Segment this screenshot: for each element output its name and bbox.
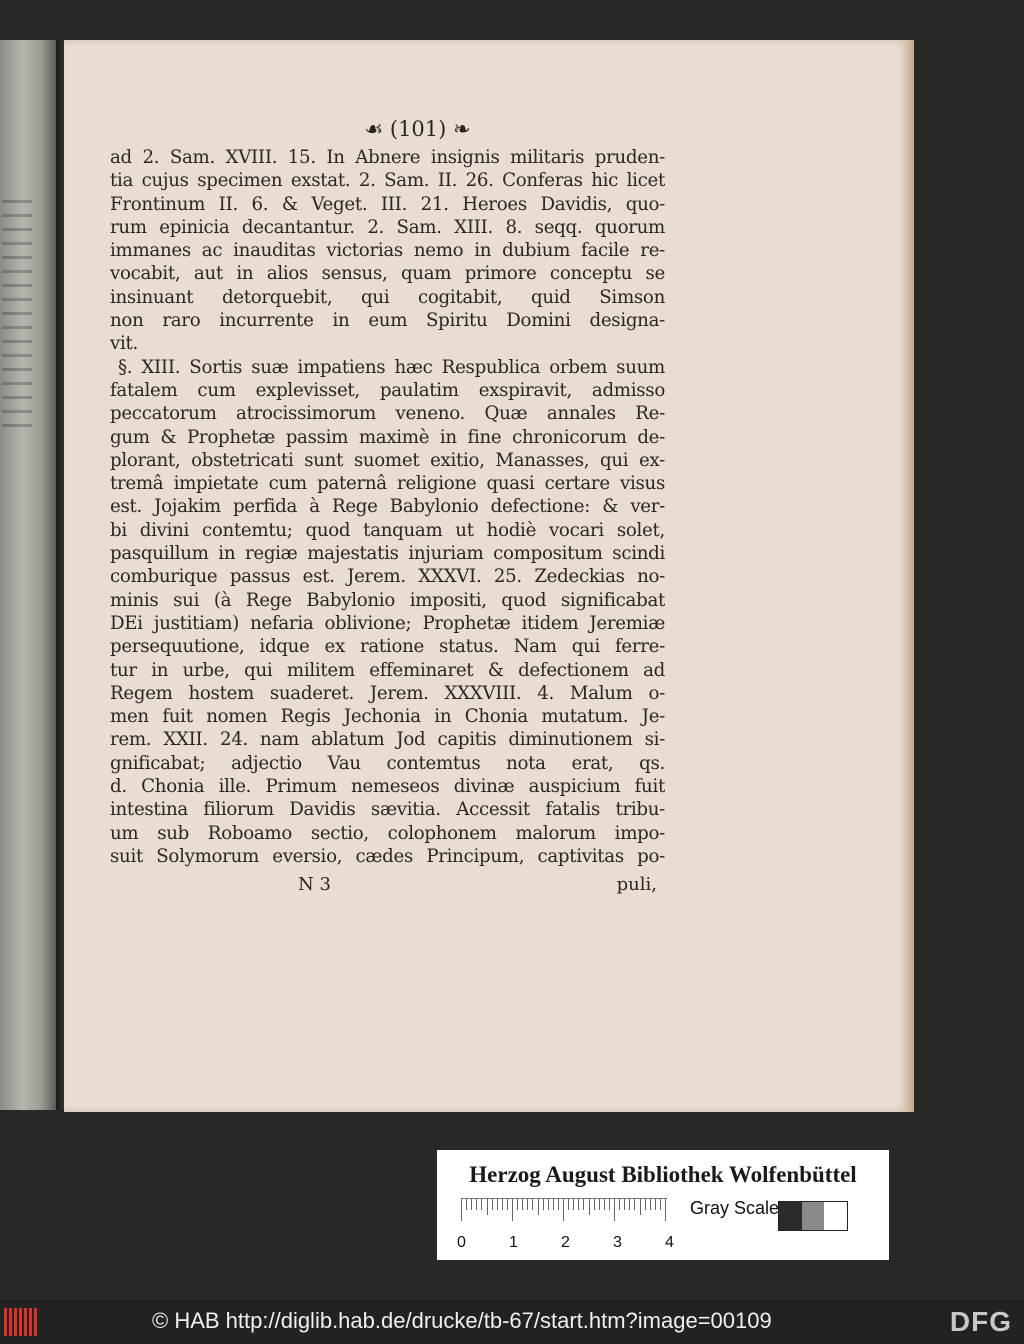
logo-bar xyxy=(9,1308,12,1336)
ruler-tick xyxy=(538,1199,539,1215)
page-edge xyxy=(906,40,914,1112)
text-line: tur in urbe, qui militem effeminaret & defectionem ad xyxy=(110,659,665,681)
text-line: rem. XXII. 24. nam ablatum Jod capitis diminutionem si- xyxy=(110,729,665,751)
text-line: gum & Prophetæ passim maximè in fine chronicorum de- xyxy=(110,426,665,448)
gray-swatch xyxy=(802,1202,825,1230)
text-line: d. Chonia ille. Primum nemeseos divinæ auspicium fuit xyxy=(110,776,665,798)
ruler-tick xyxy=(609,1199,610,1210)
copyright-link[interactable]: © HAB http://diglib.hab.de/drucke/tb-67/start.htm?image=00109 xyxy=(152,1308,772,1333)
ruler-tick xyxy=(568,1199,569,1210)
ruler-tick xyxy=(497,1199,498,1210)
text-line: suit Solymorum eversio, cædes Principum, captivitas po- xyxy=(110,845,665,867)
ruler-tick xyxy=(619,1199,620,1210)
text-line: DEi justitiam) nefaria oblivione; Prophetæ itidem Jeremiæ xyxy=(110,612,665,634)
gray-swatch xyxy=(824,1202,847,1230)
page-header: ☙ (101) ❧ xyxy=(364,117,471,141)
page-footer xyxy=(110,872,665,898)
text-line: est. Jojakim perfida à Rege Babylonio defectione: & ver- xyxy=(110,496,665,518)
page-text-block xyxy=(110,112,665,898)
ruler-tick xyxy=(660,1199,661,1210)
facing-page-edge xyxy=(0,40,56,1110)
ruler-tick xyxy=(532,1199,533,1210)
text-line: rum epinicia decantantur. 2. Sam. XIII. 8. seqq. quorum xyxy=(110,216,665,238)
library-name: Herzog August Bibliothek Wolfenbüttel xyxy=(469,1162,857,1187)
ruler-tick xyxy=(548,1199,549,1210)
text-line: tremâ impietate cum paternâ religione quasi certare visus xyxy=(110,473,665,495)
text-line: §. XIII. Sortis suæ impatiens hæc Respublica orbem suum xyxy=(118,356,665,378)
text-line: vocabit, aut in alios sensus, quam primore conceptu se xyxy=(110,263,665,285)
text-line: non raro incurrente in eum Spiritu Domini designa- xyxy=(110,310,665,332)
ruler-number: 3 xyxy=(613,1234,622,1251)
text-line: Frontinum II. 6. & Veget. III. 21. Heroes Davidis, quo- xyxy=(110,193,665,215)
text-line: insinuant detorquebit, qui cogitabit, quid Simson xyxy=(110,286,665,308)
ruler-tick xyxy=(471,1199,472,1210)
ruler-tick xyxy=(487,1199,488,1215)
ruler-tick xyxy=(527,1199,528,1210)
ruler-tick xyxy=(466,1199,467,1210)
ruler-tick xyxy=(629,1199,630,1210)
text-line: um sub Roboamo sectio, colophonem malorum impo- xyxy=(110,822,665,844)
ruler-tick xyxy=(655,1199,656,1210)
text-line: immanes ac inauditas victorias nemo in dubium facile re- xyxy=(110,240,665,262)
ruler-tick xyxy=(507,1199,508,1210)
ruler-tick xyxy=(543,1199,544,1210)
footer-bar xyxy=(0,1300,1024,1344)
text-line: plorant, obstetricati sunt suomet exitio, Manasses, qui ex- xyxy=(110,449,665,471)
text-lines xyxy=(110,146,665,868)
scale-ruler xyxy=(461,1198,667,1232)
logo-bar xyxy=(14,1308,17,1336)
ruler-tick xyxy=(634,1199,635,1210)
calibration-card xyxy=(437,1150,889,1260)
text-line: minis sui (à Rege Babylonio impositi, quod significabat xyxy=(110,589,665,611)
text-line: comburique passus est. Jerem. XXXVI. 25. Zedeckias no- xyxy=(110,566,665,588)
ruler-tick xyxy=(640,1199,641,1215)
text-line: gnificabat; adjectio Vau contemtus nota erat, qs. xyxy=(110,752,665,774)
ruler-tick xyxy=(517,1199,518,1210)
ruler-tick xyxy=(614,1199,615,1221)
text-line: pasquillum in regiæ majestatis injuriam compositum scindi xyxy=(110,543,665,565)
hab-logo-icon xyxy=(4,1308,42,1336)
ruler-tick xyxy=(492,1199,493,1210)
gray-swatch xyxy=(779,1202,802,1230)
ruler-tick xyxy=(589,1199,590,1215)
logo-bar xyxy=(24,1308,27,1336)
logo-bar xyxy=(4,1308,7,1336)
text-line: persequutione, idque ex ratione status. Nam qui ferre- xyxy=(110,636,665,658)
ruler-tick xyxy=(522,1199,523,1210)
ruler-number: 2 xyxy=(561,1234,570,1251)
ruler-tick xyxy=(624,1199,625,1210)
ruler-tick xyxy=(502,1199,503,1210)
ruler-tick xyxy=(650,1199,651,1210)
dfg-logo: DFG xyxy=(949,1306,1012,1337)
ruler-number: 0 xyxy=(457,1234,466,1251)
text-line: men fuit nomen Regis Jechonia in Chonia mutatum. Je- xyxy=(110,706,665,728)
logo-bar xyxy=(34,1308,37,1336)
ruler-tick xyxy=(604,1199,605,1210)
ruler-tick xyxy=(645,1199,646,1210)
ruler-number: 1 xyxy=(509,1234,518,1251)
ruler-tick xyxy=(558,1199,559,1210)
ruler-tick xyxy=(461,1199,462,1221)
signature-mark: N 3 xyxy=(298,874,331,896)
ruler-number: 4 xyxy=(665,1234,674,1251)
ruler-tick xyxy=(583,1199,584,1210)
ruler-tick xyxy=(476,1199,477,1210)
text-line: intestina filiorum Davidis sævitia. Accessit fatalis tribu- xyxy=(110,799,665,821)
text-line: bi divini contemtu; quod tanquam ut hodiè vocari solet, xyxy=(110,519,665,541)
text-line: fatalem cum explevisset, paulatim exspiravit, admisso xyxy=(110,379,665,401)
facing-page-text xyxy=(2,200,32,430)
ruler-tick xyxy=(578,1199,579,1210)
ruler-tick xyxy=(573,1199,574,1210)
ruler-tick xyxy=(665,1199,666,1221)
ruler-tick xyxy=(599,1199,600,1210)
ruler-tick xyxy=(553,1199,554,1210)
gray-scale-label: Gray Scale xyxy=(690,1198,780,1218)
text-line: tia cujus specimen exstat. 2. Sam. II. 26. Conferas hic licet xyxy=(110,170,665,192)
ruler-tick xyxy=(512,1199,513,1221)
ruler-tick xyxy=(594,1199,595,1210)
catchword: puli, xyxy=(616,874,657,896)
text-line: Regem hostem suaderet. Jerem. XXXVIII. 4. Malum o- xyxy=(110,682,665,704)
ruler-tick xyxy=(481,1199,482,1210)
text-line: ad 2. Sam. XVIII. 15. In Abnere insignis militaris pruden- xyxy=(110,147,665,168)
logo-bar xyxy=(19,1308,22,1336)
text-line: vit. xyxy=(110,333,138,355)
gray-scale-swatches xyxy=(778,1201,848,1231)
logo-bar xyxy=(29,1308,32,1336)
text-line: peccatorum atrocissimorum veneno. Quæ annales Re- xyxy=(110,403,665,425)
ruler-tick xyxy=(563,1199,564,1221)
